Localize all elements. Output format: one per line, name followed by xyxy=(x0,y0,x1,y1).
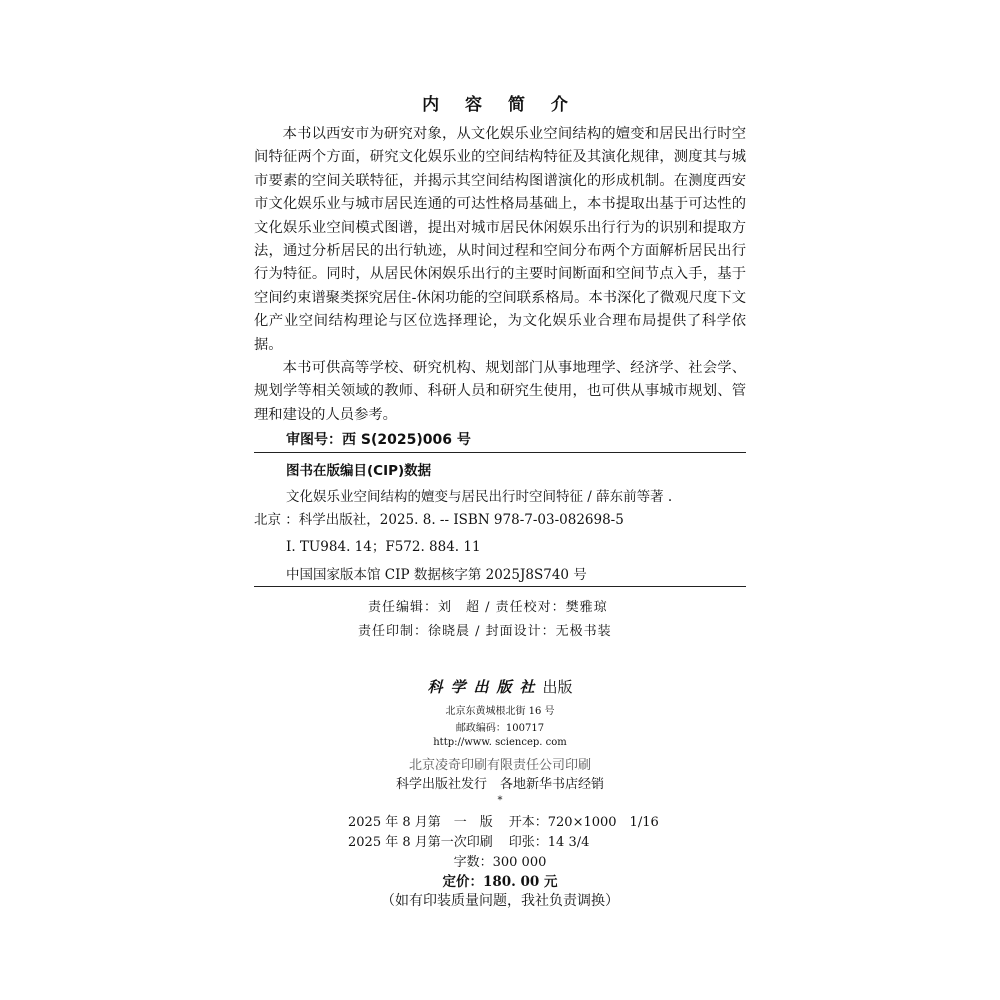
production-credits: 责任印制：徐晓晨 / 封面设计：无极书装 xyxy=(358,624,612,639)
summary-paragraph: 本书以西安市为研究对象，从文化娱乐业空间结构的嬗变和居民出行时空间特征两个方面，研究文化娱乐业的空间结构特征及其演化规律，测度其与城市要素的空间关联特征，并揭示其空间结构图谱演化的形成机制。在测度西安市文化娱乐业与城市居民连通的可达性格局基础上，本书提取出基于可达性的文化娱乐业空间模式图谱，提出对城市居民休闲娱乐出行行为的识别和提取方法，通过分析居民的出行轨迹，从时间过程和空间分布两个方面解析居民出行行为特征。同时，从居民休闲娱乐出行的主要时间断面和空间节点入手，基于空间约束谱聚类探究居住-休闲功能的空间联系格局。本书深化了微观尺度下文化产业空间结构理论与区位选择理论，为文化娱乐业合理布局提供了科学依据。 xyxy=(254,126,746,353)
map-review-number: 审图号：西 S(2025)006 号 xyxy=(286,432,471,448)
publisher-logo-text: 科学出版社 xyxy=(427,678,543,696)
edition: 2025 年 8 月第 一 版 xyxy=(348,815,493,830)
cip-top-divider xyxy=(254,452,746,453)
publisher-address: 北京东黄城根北街 16 号 xyxy=(445,706,555,717)
printed-sheets: 印张：14 3/4 xyxy=(508,835,590,850)
publisher-suffix: 出版 xyxy=(542,678,573,696)
cip-heading: 图书在版编目(CIP)数据 xyxy=(286,463,432,479)
cip-bottom-divider xyxy=(254,586,746,587)
publisher-line xyxy=(0,676,1000,697)
publisher-url: http://www. sciencep. com xyxy=(433,737,567,748)
separator-asterisk: * xyxy=(497,795,503,806)
quality-notice: （如有印装质量问题，我社负责调换） xyxy=(381,893,619,909)
edition-line xyxy=(348,811,659,830)
cip-imprint-line: 北京 ：科学出版社，2025. 8. -- ISBN 978-7-03-082698-5 xyxy=(254,512,624,528)
printing-line xyxy=(348,831,589,850)
price-value: 180. 00 元 xyxy=(482,874,558,890)
distribution-line: 科学出版社发行 各地新华书店经销 xyxy=(395,777,604,792)
summary-section xyxy=(254,123,746,427)
editor-credits: 责任编辑：刘 超 / 责任校对：樊雅琼 xyxy=(368,600,608,615)
cip-verification: 中国国家版本馆 CIP 数据核字第 2025J8S740 号 xyxy=(286,567,587,583)
printer-line: 北京凌奇印刷有限责任公司印刷 xyxy=(408,758,591,773)
publisher-postcode: 邮政编码：100717 xyxy=(455,723,545,734)
cip-title-line: 文化娱乐业空间结构的嬗变与居民出行时空间特征 / 薛东前等著 . xyxy=(286,489,673,505)
cip-classification: Ⅰ. TU984. 14；F572. 884. 11 xyxy=(286,539,481,555)
word-count: 字数：300 000 xyxy=(453,855,547,870)
price-label: 定价： xyxy=(442,874,483,890)
audience-paragraph: 本书可供高等学校、研究机构、规划部门从事地理学、经济学、社会学、规划学等相关领域的教师、科研人员和研究生使用，也可供从事城市规划、管理和建设的人员参考。 xyxy=(254,360,746,423)
printing: 2025 年 8 月第一次印刷 xyxy=(348,835,493,850)
book-format: 开本：720×1000 1/16 xyxy=(508,815,659,830)
page-title: 内 容 简 介 xyxy=(422,95,578,115)
price-line xyxy=(0,870,1000,890)
